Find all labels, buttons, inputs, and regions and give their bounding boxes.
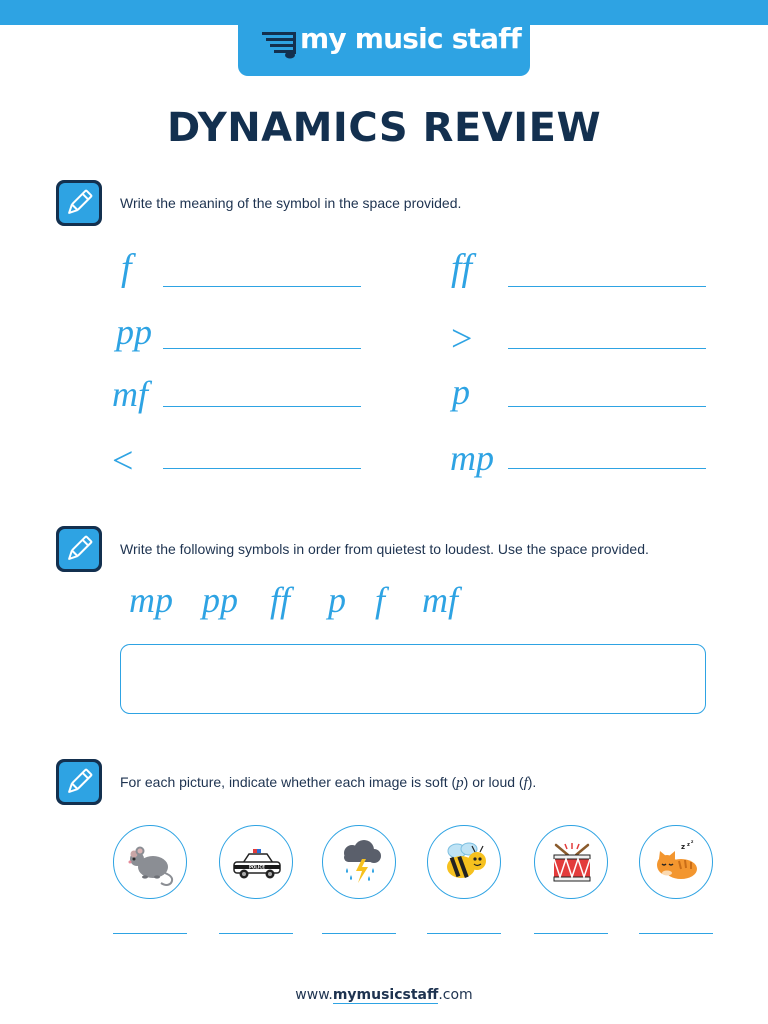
- section-3-pencil-badge: [56, 759, 102, 805]
- symbol-piano: p: [452, 372, 470, 412]
- picture-thunderstorm: [322, 825, 396, 899]
- order-symbol-p: p: [328, 580, 346, 620]
- symbol-mezzo-piano: mp: [450, 438, 494, 478]
- page-title: DYNAMICS REVIEW: [166, 105, 602, 151]
- symbol-forte: f: [121, 247, 132, 289]
- answer-line-pianissimo[interactable]: [163, 348, 361, 349]
- answer-line-mezzo-piano[interactable]: [508, 468, 706, 469]
- answer-line-piano[interactable]: [508, 406, 706, 407]
- music-staff-logo-icon: [262, 30, 300, 60]
- picture-answer-line-police-car[interactable]: [219, 933, 293, 934]
- picture-answer-line-mouse[interactable]: [113, 933, 187, 934]
- answer-line-forte[interactable]: [163, 286, 361, 287]
- loud-symbol: f: [523, 775, 528, 791]
- footer-website-link[interactable]: www.mymusicstaff.com: [295, 987, 473, 1003]
- symbol-mezzo-forte: mf: [112, 374, 148, 414]
- soft-symbol: p: [456, 775, 464, 791]
- picture-police-car: [219, 825, 293, 899]
- pencil-icon: [63, 533, 95, 565]
- police-car-icon: [231, 837, 283, 889]
- answer-line-mezzo-forte[interactable]: [163, 406, 361, 407]
- picture-answer-line-drum[interactable]: [534, 933, 608, 934]
- section-1-pencil-badge: [56, 180, 102, 226]
- section-1-instruction: Write the meaning of the symbol in the space provided.: [120, 195, 462, 211]
- brand-logo: [238, 0, 530, 76]
- picture-answer-line-sleeping-cat[interactable]: [639, 933, 713, 934]
- sleeping-cat-icon: [651, 837, 703, 889]
- answer-line-fortissimo[interactable]: [508, 286, 706, 287]
- symbol-pianissimo: pp: [116, 312, 152, 352]
- section-2-instruction: Write the following symbols in order from quietest to loudest. Use the space provided.: [120, 541, 649, 557]
- picture-drum: [534, 825, 608, 899]
- section-2-pencil-badge: [56, 526, 102, 572]
- svg-text:z: z: [691, 839, 694, 844]
- order-symbol-mf: mf: [422, 580, 458, 620]
- pencil-icon: [63, 766, 95, 798]
- logo-text: my music staff: [300, 22, 522, 55]
- answer-line-decrescendo[interactable]: [508, 348, 706, 349]
- pencil-icon: [63, 187, 95, 219]
- symbol-decrescendo: >: [451, 318, 473, 360]
- order-symbol-f: f: [375, 580, 386, 620]
- symbol-crescendo: <: [112, 440, 134, 482]
- picture-mouse: [113, 825, 187, 899]
- section-3-instruction: For each picture, indicate whether each image is soft (p) or loud (f).: [120, 774, 537, 791]
- order-symbol-ff: ff: [270, 580, 291, 620]
- picture-bee: [427, 825, 501, 899]
- svg-text:z: z: [681, 843, 686, 851]
- order-symbol-pp: pp: [202, 580, 238, 620]
- thunderstorm-icon: [334, 837, 386, 889]
- svg-text:z: z: [687, 842, 690, 848]
- picture-answer-line-thunderstorm[interactable]: [322, 933, 396, 934]
- drum-icon: [546, 837, 598, 889]
- answer-line-crescendo[interactable]: [163, 468, 361, 469]
- police-label: POLICE: [248, 864, 266, 870]
- order-answer-box[interactable]: [120, 644, 706, 714]
- order-symbol-mp: mp: [129, 580, 173, 620]
- picture-answer-line-bee[interactable]: [427, 933, 501, 934]
- bee-icon: [439, 837, 491, 889]
- mouse-icon: [125, 837, 177, 889]
- symbol-fortissimo: ff: [451, 247, 473, 289]
- picture-sleeping-cat: [639, 825, 713, 899]
